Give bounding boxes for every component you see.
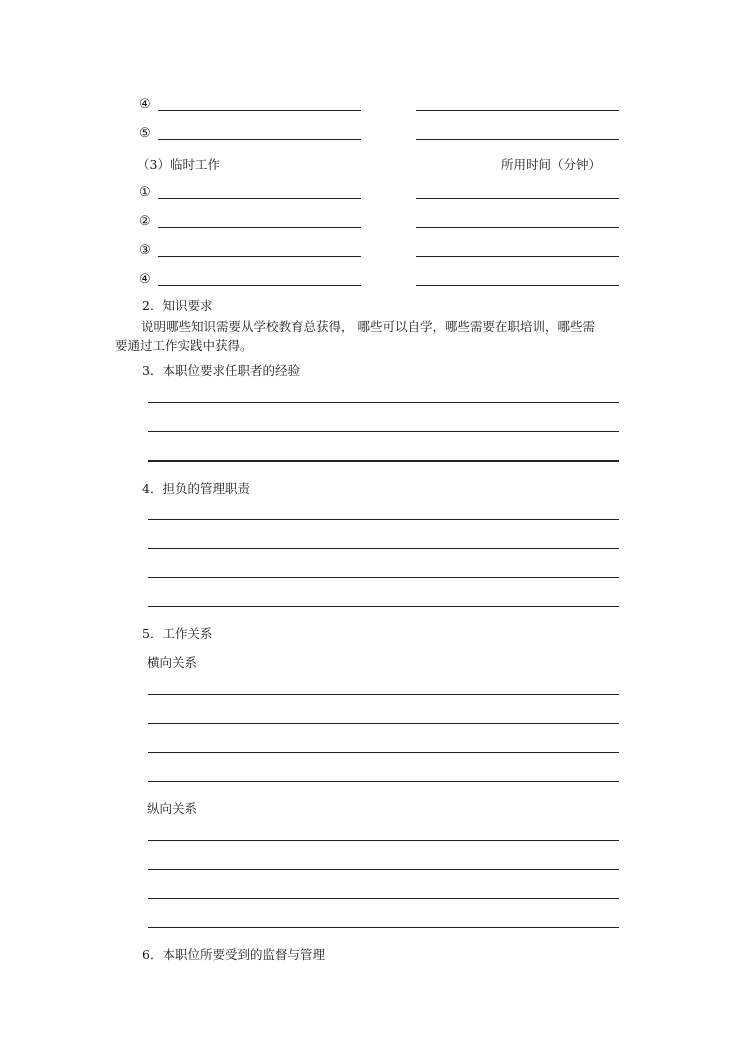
row-marker-3: ③	[139, 243, 151, 258]
row-marker-2: ②	[139, 214, 151, 229]
blank-line-left[interactable]	[158, 285, 361, 286]
knowledge-paragraph-line2: 要通过工作实践中获得。	[115, 338, 253, 353]
relations-heading: 5．工作关系	[142, 626, 213, 641]
blank-line-left[interactable]	[158, 110, 361, 111]
blank-line-left[interactable]	[158, 198, 361, 199]
row-marker-4-b: ④	[139, 272, 151, 287]
row-marker-1: ①	[139, 185, 151, 200]
management-heading: 4．担负的管理职责	[142, 481, 250, 496]
blank-line-right[interactable]	[416, 198, 619, 199]
answer-line[interactable]	[148, 402, 619, 403]
horizontal-relations-label: 横向关系	[147, 655, 198, 670]
answer-line[interactable]	[148, 519, 619, 520]
answer-line[interactable]	[148, 723, 619, 724]
answer-line[interactable]	[148, 431, 619, 432]
experience-heading: 3．本职位要求任职者的经验	[142, 363, 300, 378]
blank-line-left[interactable]	[158, 227, 361, 228]
answer-line[interactable]	[148, 927, 619, 928]
answer-line[interactable]	[148, 694, 619, 695]
answer-line[interactable]	[148, 606, 619, 607]
answer-line[interactable]	[148, 840, 619, 841]
knowledge-heading: 2．知识要求	[142, 298, 213, 313]
temporary-work-heading: （3）临时工作	[137, 157, 220, 172]
vertical-relations-label: 纵向关系	[147, 801, 198, 816]
time-used-label: 所用时间（分钟）	[501, 157, 602, 172]
row-marker-4: ④	[139, 97, 151, 112]
blank-line-right[interactable]	[416, 110, 619, 111]
answer-line[interactable]	[148, 577, 619, 578]
answer-line[interactable]	[148, 548, 619, 549]
blank-line-left[interactable]	[158, 256, 361, 257]
answer-line[interactable]	[148, 460, 619, 462]
answer-line[interactable]	[148, 898, 619, 899]
blank-line-right[interactable]	[416, 139, 619, 140]
answer-line[interactable]	[148, 752, 619, 753]
blank-line-left[interactable]	[158, 139, 361, 140]
answer-line[interactable]	[148, 869, 619, 870]
blank-line-right[interactable]	[416, 285, 619, 286]
blank-line-right[interactable]	[416, 256, 619, 257]
knowledge-paragraph-line1: 说明哪些知识需要从学校教育总获得， 哪些可以自学，哪些需要在职培训，哪些需	[141, 319, 595, 334]
blank-line-right[interactable]	[416, 227, 619, 228]
supervision-heading: 6．本职位所要受到的监督与管理	[142, 947, 325, 962]
answer-line[interactable]	[148, 781, 619, 782]
row-marker-5: ⑤	[139, 126, 151, 141]
